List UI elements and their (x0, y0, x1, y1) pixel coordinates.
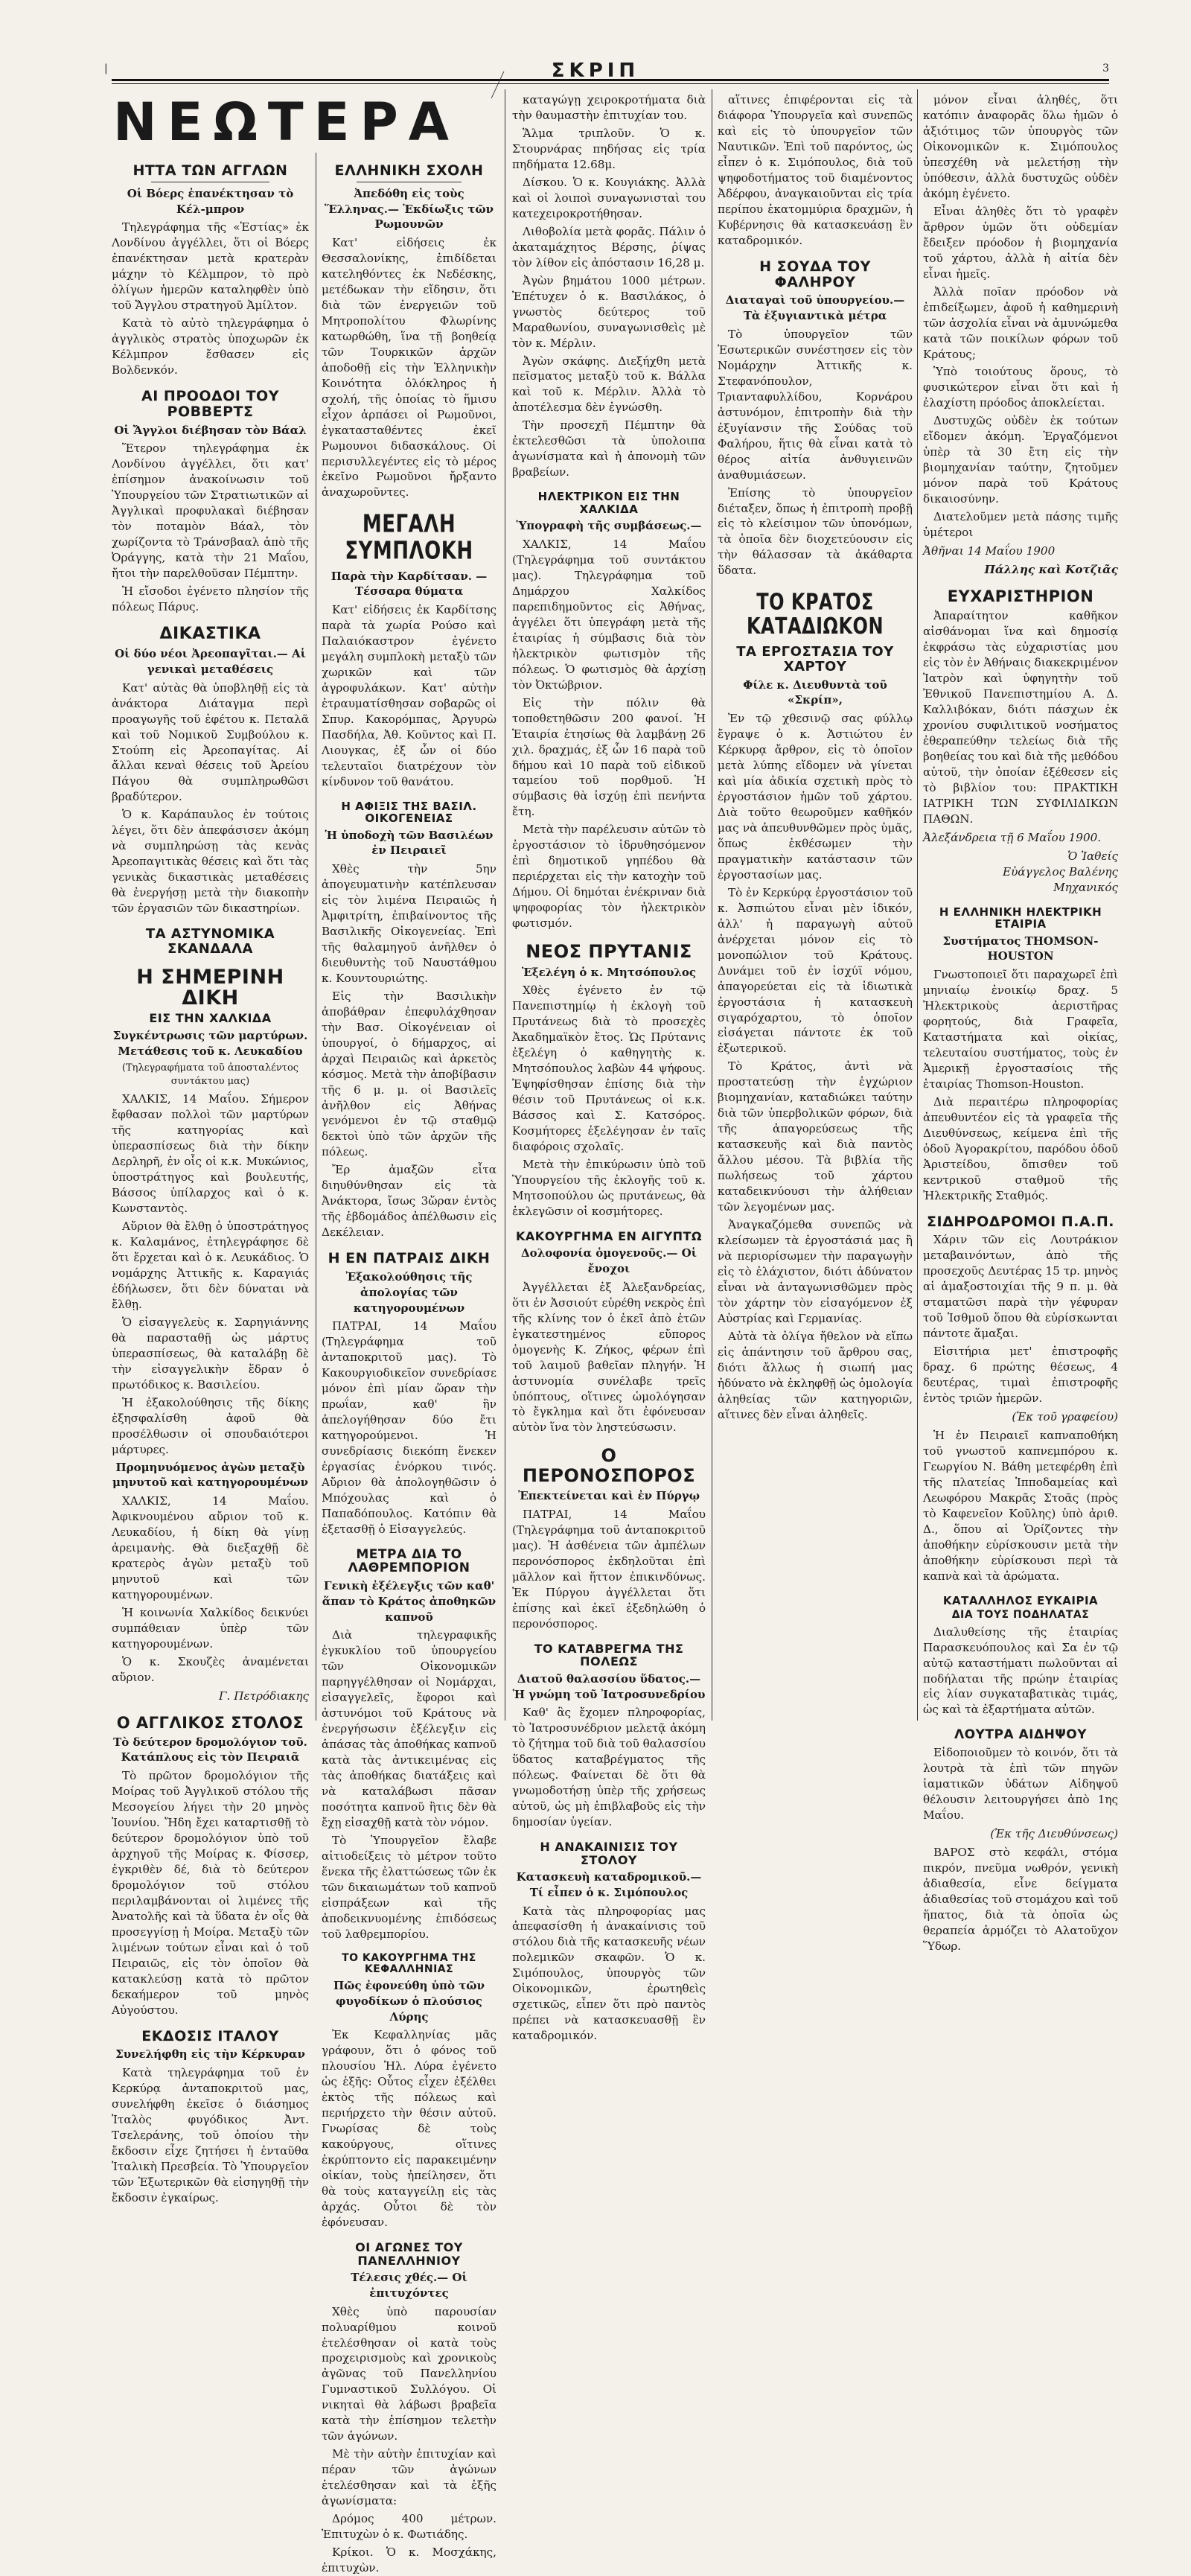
letter-signature: Πάλλης καὶ Κοτζιᾶς (984, 563, 1118, 577)
subheadline: Τέλεσις χθές.— Οἱ ἐπιτυχόντες (351, 2271, 467, 2300)
subheadline: Ἡ ὑποδοχὴ τῶν Βασιλέων ἐν Πειραιεῖ (325, 828, 494, 858)
article-paragraph: Ἐν τῷ χθεσινῷ σας φύλλῳ ἔγραψε ὁ κ. Ἀστιώτου ἐν Κέρκυρᾳ ἄρθρον, εἰς τὸ ὁποῖον μετὰ λύπης εἴδομεν νὰ γίνεται καὶ μία ἀδικία σχετικὴ πρὸς τὸ ἐργοστάσιον ἡμῶν τοῦ χάρτου. Διὰ τοῦτο θεωροῦμεν καθῆκόν μας νὰ ἀπευθυνθῶμεν πρὸς ὑμᾶς, ὅπως ἐκθέσωμεν τὴν πραγματικὴν κατάστασιν τῶν ἐργοστασίων μας. (718, 712, 913, 881)
article-paragraph: Αὔριον θὰ ἔλθῃ ὁ ὑποστράτηγος κ. Καλαμάνος, ἐτηλεγράφησε δὲ ὅτι ἔρχεται καὶ ὁ κ. Λευκάδιος. Ὁ νομάρχης Ἀττικῆς κ. Καραγιάς ἐδήλωσεν, ὅτι δὲν δύναται νὰ ἔλθῃ. (112, 1220, 309, 1311)
subheadline: Συγκέντρωσις τῶν μαρτύρων. Μετάθεσις τοῦ κ. Λευκαδίου (112, 1029, 308, 1058)
article-paragraph: Δυστυχῶς οὐδὲν ἐκ τούτων εἴδομεν ἀκόμη. Ἐργαζόμενοι ὑπὲρ τὰ 30 ἔτη εἰς τὴν βιομηχανίαν ταύτην, ζητοῦμεν μόνον παρὰ τοῦ Κράτους δικαιοσύνην. (923, 414, 1118, 506)
article-paragraph: Χθὲς τὴν 5ην ἀπογευματινὴν κατέπλευσαν εἰς τὸν λιμένα Πειραιῶς ἡ Ἀμφιτρίτη, ἐπιβαίνοντος τῆς Βασιλικῆς Οἰκογενείας. Ἐπὶ τῆς θαλαμηγοῦ ἀνῆλθεν ὁ διευθυντὴς τοῦ Ναυστάθμου κ. Κουντουριώτης. (322, 861, 496, 985)
article-paragraph: Κατ' εἰδήσεις ἐκ Καρδίτσης παρὰ τὰ χωρία Ρούσο καὶ Παλαιόκαστρον ἐγένετο μεγάλη συμπλοκὴ μεταξὺ τῶν χωρικῶν καὶ τῶν ἀγροφυλάκων. Κατ' αὐτὴν ἐτραυματίσθησαν σοβαρῶς οἱ Σπυρ. Κακορόμπας, Ἀργυρὼ Πασδήλα, Ἀθ. Κοῦντος καὶ Π. Λιουγκας, ἐξ ὧν οἱ δύο τελευταῖοι διατρέχουν τὸν κίνδυνον τοῦ θανάτου. (322, 602, 496, 788)
article-paragraph: Κατ' εἰδήσεις ἐκ Θεσσαλονίκης, ἐπιδίδεται κατεληθόντες ἐκ Νεδέσκης, μετέδωκαν τὴν εἴδησιν, ὅτι διὰ τῶν ἐνεργειῶν τοῦ Μητροπολίτου Φλωρίνης κατωρθώθη, ἵνα τῇ βοηθείᾳ τῶν Τουρκικῶν ἀρχῶν ἀποδοθῇ εἰς τὴν Ἑλληνικὴν Κοινότητα ὁλόκληρος ἡ σχολή, τῆς ὁποίας τὸ ἥμισυ εἶχον ἁρπάσει οἱ Ρωμοῦνοι, ἐγκατασταθέντες ἐκεῖ Ρωμουνοι διδασκάλους. Οἱ περισυλλεγέντες εἰς τὸ μέρος ἐκεῖνο Ρωμοῦνοι ἤρξαντο ἀναχωροῦντες. (322, 235, 496, 500)
headline: ΕΛΛΗΝΙΚΗ ΣΧΟΛΗ (334, 162, 484, 179)
article-paragraph: Ἀπαραίτητον καθῆκον αἰσθάνομαι ἵνα καὶ δημοσίᾳ ἐκφράσω τὰς εὐχαριστίας μου εἰς τὸν ἐν Ἀθήναις διακεκριμένον Ἰατρὸν καὶ ὑφηγητὴν τοῦ Ἐθνικοῦ Πανεπιστημίου Α. Δ. Καλλιβόκαν, διότι πάσχων ἐκ χρονίου συφιλιτικοῦ νοσήματος ἐθεραπεύθην τελείως διὰ τῆς βοηθείας του καὶ διὰ τῆς μεθόδου αὐτοῦ, τὴν ὁποίαν ἐξέθεσεν εἰς τὸ βιβλίον του: ΠΡΑΚΤΙΚΗ ΙΑΤΡΙΚΗ ΤΩΝ ΣΥΦΙΛΙΔΙΚΩΝ ΠΑΘΩΝ. (923, 609, 1118, 826)
subheadline: Τὸ δεύτερον δρομολόγιον τοῦ. Κατάπλους εἰς τὸν Πειραιᾶ (113, 1735, 307, 1764)
letter-date: Ἀθῆναι 14 Μαΐου 1900 (923, 544, 1056, 558)
page-number: 3 (1102, 63, 1109, 74)
article-paragraph: Ἀλλὰ ποῖαν πρόοδον νὰ ἐπιδείξωμεν, ἀφοῦ ἡ καθημερινὴ τῶν ἀσχολία εἶναι νὰ ἀμυνώμεθα κατὰ τῶν ποικίλων φόρων τοῦ Κράτους; (923, 284, 1118, 361)
article-paragraph: Γνωστοποιεῖ ὅτι παραχωρεῖ ἐπὶ μηνιαίῳ ἐνοικίῳ δραχ. 5 Ἠλεκτρικοὺς ἀεριστῆρας φορητούς, διὰ Γραφεῖα, Καταστήματα καὶ οἰκίας, τελευταίου συστήματος, τοὺς ἐν Ἀμερικῇ ἐργοστασίοις τῆς ἑταιρίας Thomson-Houston. (923, 967, 1118, 1091)
article-paragraph: Αὐτὰ τὰ ὀλίγα ἤθελον νὰ εἴπω εἰς ἀπάντησιν τοῦ ἄρθρου σας, διότι ἄλλως ἡ σιωπή μας ἠδύνατο νὰ ἐκληφθῇ ὡς ὁμολογία ἀληθείας τῶν κατηγοριῶν, αἵτινες δὲν εἶναι ἀληθεῖς. (718, 1329, 913, 1421)
column-4 (718, 92, 913, 1721)
article-paragraph: Ἐπίσης τὸ ὑπουργεῖον διέταξεν, ὅπως ἡ ἐπιτροπὴ προβῇ εἰς τὸ κλείσιμον τῶν ὑπονόμων, τὰ ὁποῖα δὲν διοχετεύουσιν εἰς τὴν θάλασσαν τὰ ἀκάθαρτα ὕδατα. (718, 485, 913, 578)
article-paragraph: Λιθοβολία μετὰ φορᾶς. Πάλιν ὁ ἀκαταμάχητος Βέρσης, ῥίψας τὸν λίθον εἰς ἀπόστασιν 16,28 μ. (512, 224, 706, 270)
subheadline: Διαταγαὶ τοῦ ὑπουργείου.— Τὰ ἐξυγιαντικὰ μέτρα (725, 293, 905, 323)
subheadline: Δολοφονία ὁμογενοῦς.— Οἱ ἔνοχοι (521, 1246, 697, 1276)
headline: ΤΟ ΚΑΤΑΒΡΕΓΜΑ ΤΗΣ ΠΟΛΕΩΣ (534, 1641, 684, 1669)
article-paragraph: Χθὲς ἐγένετο ἐν τῷ Πανεπιστημίῳ ἡ ἐκλογὴ τοῦ Πρυτάνεως διὰ τὸ προσεχὲς Ἀκαδημαϊκὸν ἔτος. Ὡς Πρύτανις ἐξελέγη ὁ καθηγητὴς κ. Μητσόπουλος λαβὼν 44 ψήφους. Ἐψηφίσθησαν ἐπίσης διὰ τὴν θέσιν τοῦ Πρυτάνεως οἱ κ.κ. Βάσσος καὶ Σ. Κατσόρος. Κοσμήτορες ἐξελέγησαν ἐν ταῖς διαφόροις σχολαῖς. (512, 983, 706, 1153)
column-3 (512, 92, 706, 2043)
subheadline: Οἱ δύο νέοι Ἀρεοπαγῖται.— Αἱ γενικαὶ μεταθέσεις (115, 647, 306, 676)
subheadline: Φίλε κ. Διευθυντὰ τοῦ «Σκρίπ», (743, 678, 887, 707)
headline: ΤΟ ΚΡΑΤΟΣ ΚΑΤΑΔΙΩΚΟΝ (746, 589, 884, 640)
article-paragraph: Εἶναι ἀληθὲς ὅτι τὸ γραφὲν ἄρθρον ὑμῶν ὅτι οὐδεμίαν ἔδειξεν πρόοδον ἡ βιομηχανία τοῦ χάρτου, ἀλλὰ ἡ αἰτία δὲν εἶναι ἡμεῖς. (923, 204, 1118, 281)
article-paragraph: Τὴν προσεχῆ Πέμπτην θὰ ἐκτελεσθῶσι τὰ ὑπολοιπα ἀγωνίσματα καὶ ἡ ἀπονομὴ τῶν βραβείων. (512, 418, 706, 479)
article-paragraph: Ἀγὼν βημάτου 1000 μέτρων. Ἐπέτυχεν ὁ κ. Βασιλάκος, ὁ γνωστὸς δεύτερος τοῦ Μαραθωνίου, συναγωνισθεὶς μὲ τὸν κ. Μέρλιν. (512, 273, 706, 350)
article-paragraph: Διὰ τηλεγραφικῆς ἐγκυκλίου τοῦ ὑπουργείου τῶν Οἰκονομικῶν παρηγγέλθησαν οἱ Νομάρχαι, εἰσαγγελεῖς, ἔφοροι καὶ ἀστυνόμοι τοῦ Κράτους νὰ ἐνεργήσωσιν ἐξέλεγξιν εἰς ἁπάσας τὰς ἀποθήκας καπνοῦ κατὰ τὰς ἀντικειμένας εἰς τὰς ἀποθήκας διατάξεις καὶ νὰ καταλάβωσι πᾶσαν ποσότητα καπνοῦ ἣτις δὲν θὰ ἔχῃ εἰσαχθῇ κατὰ τὸν νόμον. (322, 1628, 496, 1829)
headline: ΚΑΤΑΛΛΗΛΟΣ ΕΥΚΑΙΡΙΑ (942, 1593, 1099, 1607)
advert-paragraph: Ἡ ἐν Πειραιεῖ καπναποθήκη τοῦ γνωστοῦ καπνεμπόρου κ. Γεωργίου Ν. Βάθη μετεφέρθη ἐπὶ τῆς πλατείας Ἱπποδαμείας καὶ Λεωφόρου Μακρᾶς Στοᾶς (πρὸς τὸ Καφενεῖον Κοῦλης) ὑπὸ ἀριθ. Δ., ὅπου αἱ Ὁρίζοντες τὴν ἀποθήκην εὑρίσκουσιν μετὰ τὴν ἀποθήκην εὑρίσκουσι περὶ τὰ καπνὰ καὶ τὰ ἀρώματα. (923, 1429, 1118, 1583)
page-corner-mark-left: | (104, 63, 108, 74)
article-paragraph: Χθὲς ὑπὸ παρουσίαν πολυαρίθμου κοινοῦ ἐτελέσθησαν οἱ κατὰ τοὺς προχειρισμοὺς καὶ χρονικοὺς ἀγῶνας τοῦ Πανελληνίου Γυμναστικοῦ Συλλόγου. Οἱ νικηταὶ θὰ λάβωσι βραβεῖα κατὰ τὴν ἐπίσημον τελετὴν τῶν ἀγώνων. (322, 2304, 496, 2443)
article-paragraph: Τὸ ὑπουργεῖον τῶν Ἐσωτερικῶν συνέστησεν εἰς τὸν Νομάρχην Ἀττικῆς κ. Στεφανόπουλον, Τριανταφυλλίδου, Κορνάρου ἀστυνόμον, ἐπιτροπὴν διὰ τὴν ἐξυγίανσιν τῆς Σούδας τοῦ Φαλήρου, ἥτις θὰ εἶναι κατὰ τὸ θέρος αἰτία ἀνθυγιεινῶν ἀναθυμιάσεων. (718, 327, 913, 482)
headline: Η ΣΗΜΕΡΙΝΗ ΔΙΚΗ (136, 965, 284, 1010)
article-paragraph: Καθ' ἃς ἔχομεν πληροφορίας, τὸ Ἰατροσυνέδριον μελετᾷ ἀκόμη τὸ ζήτημα τοῦ διὰ τοῦ θαλασσίου ὕδατος καταβρέγματος τῆς πόλεως. Φαίνεται δὲ ὅτι θὰ γνωμοδοτήσῃ ὑπὲρ τῆς χρήσεως αὐτοῦ, ὡς μὴ ἐπιβλαβοῦς εἰς τὴν δημοσίαν ὑγείαν. (512, 1706, 706, 1829)
article-paragraph: Μετὰ τὴν παρέλευσιν αὐτῶν τὸ ἐργοστάσιον τὸ ἱδρυθησόμενον ἐπὶ δημοτικοῦ γηπέδου θὰ περιέρχεται εἰς τὴν κατοχὴν τοῦ Δήμου. Οἱ δημόται ἐνέκριναν διὰ ψηφοφορίας τὸν ἠλεκτρικὸν φωτισμόν. (512, 823, 706, 931)
headline: ΕΥΧΑΡΙΣΤΗΡΙΟΝ (947, 587, 1094, 606)
headline: ΜΕΓΑΛΗ ΣΥΜΠΛΟΚΗ (345, 511, 473, 566)
subheadline: Οἱ Βόερς ἐπανέκτησαν τὸ Κέλ-μπρον (127, 186, 294, 216)
subheadline: Γενικὴ ἐξέλεγξις τῶν καθ' ἅπαν τὸ Κράτος ἀποθηκῶν καπνοῦ (322, 1579, 496, 1624)
paper-name: ΣΚΡΙΠ (551, 60, 640, 82)
masthead-rule-thin (112, 83, 1109, 84)
headline: ΑΙ ΠΡΟΟΔΟΙ ΤΟΥ ΡΟΒΒΕΡΤΣ (141, 387, 279, 420)
subheadline: Παρὰ τὴν Καρδίτσαν. — Τέσσαρα θύματα (331, 569, 488, 599)
subheadline: Συστήματος THOMSON-HOUSTON (942, 934, 1099, 963)
article-paragraph: Ὁ εἰσαγγελεὺς κ. Σαρηγιάννης θὰ παρασταθῇ ὡς μάρτυς ὑπερασπίσεως, θὰ καταλάβῃ δὲ τὴν εἰσαγγελικὴν ἕδραν ὁ πρωτόδικος κ. Βασιλείου. (112, 1315, 309, 1391)
headline: ΝΕΟΣ ΠΡΥΤΑΝΙΣ (526, 941, 692, 963)
article-paragraph: Διὰ περαιτέρω πληροφορίας ἀπευθυντέον εἰς τὰ γραφεῖα τῆς Διευθύνσεως, κείμενα ἐπὶ τῆς ὁδοῦ Ἀγορακρίτου, παρόδου ὁδοῦ Ἀριστείδου, ὄπισθεν τοῦ κεντρικοῦ σταθμοῦ τῆς Ἠλεκτρικῆς Σταθμός. (923, 1094, 1118, 1202)
article-paragraph: Κατὰ τὸ αὐτὸ τηλεγράφημα ὁ ἀγγλικὸς στρατὸς ὑποχωρῶν ἐκ Κέλμπρον ἔσθασεν εἰς Βολδενκόν. (112, 316, 309, 377)
headline-secondary: ΕΙΣ ΤΗΝ ΧΑΛΚΙΔΑ (149, 1011, 272, 1026)
article-paragraph: Εἰς τὴν πόλιν θὰ τοποθετηθῶσιν 200 φανοί. Ἡ Ἑταιρία ἐτησίως θὰ λαμβάνῃ 26 χιλ. δραχμάς, ἐξ ὧν 16 παρὰ τοῦ δήμου καὶ 10 παρὰ τοῦ εἰδικοῦ ταμείου τοῦ πορθμοῦ. Ἡ σύμβασις θὰ ἰσχύῃ ἐπὶ πενήντα ἔτη. (512, 695, 706, 819)
letter-date: Ἀλεξάνδρεια τῇ 6 Μαΐου 1900. (923, 830, 1102, 844)
article-paragraph: Εἰσιτήρια μετ' ἐπιστροφῆς δραχ. 6 πρώτης θέσεως, 4 δευτέρας, τιμαὶ ἐπιστροφῆς ἐντὸς τριῶν ἡμερῶν. (923, 1345, 1118, 1406)
headline: Ο ΑΓΓΛΙΚΟΣ ΣΤΟΛΟΣ (116, 1713, 304, 1732)
headline: Η ΕΝ ΠΑΤΡΑΙΣ ΔΙΚΗ (328, 1250, 491, 1267)
headline-kicker: ΤΑ ΑΣΤΥΝΟΜΙΚΑ ΣΚΑΝΔΑΛΑ (145, 926, 275, 957)
article-paragraph: ΠΑΤΡΑΙ, 14 Μαΐου (Τηλεγράφημα τοῦ ἀνταποκριτοῦ μας). Ἡ ἀσθένεια τῶν ἀμπέλων περονόσπορος ἐκδηλοῦται ἐπὶ μᾶλλον καὶ ἥττον ἐπικινδύνως. Ἐκ Πύργου ἀγγέλλεται ὅτι ἐπίσης καὶ ἐκεῖ ἐξεδηλώθη ὁ περονόσπορος. (512, 1507, 706, 1630)
column-rule (917, 89, 918, 1721)
headline: ΚΑΚΟΥΡΓΗΜΑ ΕΝ ΑΙΓΥΠΤΩ (516, 1228, 702, 1243)
subheadline: Προμηνυόμενος ἀγὼν μεταξὺ μηνυτοῦ καὶ κατηγορουμένων (112, 1460, 308, 1490)
advert-paragraph: Εἰδοποιοῦμεν τὸ κοινόν, ὅτι τὰ λουτρὰ τὰ ἐπὶ τῶν πηγῶν ἰαματικῶν ὑδάτων Αἰδηψοῦ θέλουσιν λειτουργήσει ἀπὸ 1ης Μαΐου. (923, 1746, 1118, 1822)
article-paragraph: Ἡ ἐξακολούθησις τῆς δίκης ἐξησφαλίσθη ἀφοῦ θὰ προσέλθωσιν οἱ σπουδαιότεροι μάρτυρες. (112, 1395, 309, 1456)
article-paragraph: Ὑπὸ τοιούτους ὅρους, τὸ φυσικώτερον εἶναι ὅτι καὶ ἡ ἐλαχίστη πρόοδος ἀποκλείεται. (923, 365, 1118, 410)
article-paragraph: Ἡ κοινωνία Χαλκίδος δεικνύει συμπάθειαν ὑπὲρ τῶν κατηγορουμένων. (112, 1605, 309, 1651)
article-paragraph: Ἅλμα τριπλοῦν. Ὁ κ. Στουρνάρας πηδήσας εἰς τρία πηδήματα 12.68μ. (512, 126, 706, 171)
advert-paragraph: Διαλυθείσης τῆς ἑταιρίας Παρασκευόπουλος καὶ Σα ἐν τῷ αὐτῷ καταστήματι πωλοῦνται αἱ ποδήλαται τῆς πρώην ἑταιρίας εἰς λίαν συγκαταβατικὰς τιμάς, ὡς καὶ τὰ ἐξαρτήματα αὐτῶν. (923, 1625, 1118, 1717)
article-paragraph: Τὸ ἐν Κερκύρᾳ ἐργοστάσιον τοῦ κ. Ἀσπιώτου εἶναι μὲν ἰδικόν, ἀλλ' ἡ παραγωγὴ αὐτοῦ ἀνέρχεται μόνον εἰς τὸ μονοπώλιον τοῦ Κράτους. Δυνάμει τοῦ ἐν ἰσχύϊ νόμου, ἀπαγορεύεται εἰς τὰ ἰδιωτικὰ ἐργοστάσια ἡ κατασκευὴ σιγαρόχαρτου, τὸ ὁποῖον εἰσάγεται πάντοτε ἐκ τοῦ ἐξωτερικοῦ. (718, 885, 913, 1056)
article-signature: Γ. Πετρόδιακης (219, 1689, 309, 1703)
headline: ΗΛΕΚΤΡΙΚΟΝ ΕΙΣ ΤΗΝ ΧΑΛΚΙΔΑ (537, 490, 680, 516)
article-paragraph: Τὸ Κράτος, ἀντὶ νὰ προστατεύσῃ τὴν ἐγχώριον βιομηχανίαν, καταδιώκει ταύτην διὰ τῶν ὑπερβολικῶν φόρων, διὰ τῆς ἀπαγορεύσεως τῆς κατασκευῆς καὶ διὰ παντὸς ἄλλου μέσου. Τὰ βιβλία τῆς πωλήσεως τοῦ χάρτου καταδεικνύουσι τὴν ἀλήθειαν τῶν λεγομένων μας. (718, 1059, 913, 1214)
subheadline: Ὑπογραφὴ τῆς συμβάσεως.— (516, 519, 702, 533)
headline: ΜΕΤΡΑ ΔΙΑ ΤΟ ΛΑΘΡΕΜΠΟΡΙΟΝ (348, 1546, 470, 1576)
subheadline: Οἱ Ἄγγλοι διέβησαν τὸν Βάαλ (114, 423, 307, 437)
headline: ΕΚΔΟΣΙΣ ΙΤΑΛΟΥ (141, 2027, 279, 2044)
article-paragraph: Κατ' αὐτὰς θὰ ὑποβληθῇ εἰς τὰ ἀνάκτορα Διάταγμα περὶ προαγωγῆς τοῦ ἐφέτου κ. Πεταλᾶ καὶ τοῦ Νομικοῦ Συμβούλου κ. Στούπη εἰς Ἀρεοπαγίτας. Αἱ ἄλλαι κεναὶ θέσεις τοῦ Ἀρείου Πάγου θὰ συμπληρωθῶσι βραδύτερον. (112, 680, 309, 804)
column-1 (112, 153, 309, 2204)
subheadline: Διατοῦ θαλασσίου ὕδατος.— Ἡ γνώμη τοῦ Ἰατροσυνεδρίου (512, 1671, 706, 1701)
article-paragraph: Διατελοῦμεν μετὰ πάσης τιμῆς ὑμέτεροι (923, 510, 1118, 540)
subheadline: Ἐπεκτείνεται καὶ ἐν Πύργῳ (518, 1489, 700, 1503)
headline: ΤΟ ΚΑΚΟΥΡΓΗΜΑ ΤΗΣ ΚΕΦΑΛΛΗΝΙΑΣ (342, 1951, 476, 1975)
article-signature: (Ἐκ τῆς Διευθύνσεως) (990, 1826, 1118, 1840)
subheadline: Κατασκευὴ καταδρομικοῦ.— Τί εἶπεν ὁ κ. Σιμόπουλος (516, 1870, 702, 1899)
headline-secondary: ΔΙΑ ΤΟΥΣ ΠΟΔΗΛΑΤΑΣ (951, 1609, 1090, 1622)
article-paragraph: Μὲ τὴν αὐτὴν ἐπιτυχίαν καὶ πέραν τῶν ἀγώνων ἐτελέσθησαν καὶ τὰ ἑξῆς ἀγωνίσματα: (322, 2447, 496, 2508)
article-paragraph: Κρίκοι. Ὁ κ. Μοσχάκης, ἐπιτυχὼν. (322, 2545, 496, 2575)
article-paragraph: Ἀγγέλλεται ἐξ Ἀλεξανδρείας, ὅτι ἐν Ἀσσιούτ εὑρέθη νεκρὸς ἐπὶ τῆς κλίνης τον ὁ ἐκεῖ ἀπὸ ἐτῶν ἐγκατεστημένος εὔπορος ὁμογενὴς Κ. Ζήκος, φέρων ἐπὶ τοῦ λαιμοῦ βαθεῖαν πληγήν. Ἡ ἀστυνομία συνέλαβε τρεῖς ὑπόπτους, οἵτινες ὡμολόγησαν τὸ ἔγκλημα καὶ ὅτι ἐφόνευσαν αὐτὸν ἵνα τὸν ληστεύσωσιν. (512, 1280, 706, 1435)
article-paragraph: Ἔρ ἀμαξῶν εἶτα διηυθύνθησαν εἰς τὰ Ἀνάκτορα, ἴσως 3ὥραν ἐντὸς τῆς ἑβδομάδος ἀπέλθωσιν εἰς Δεκέλειαν. (322, 1163, 496, 1240)
article-paragraph: Δίσκου. Ὁ κ. Κουγιάκης. Ἀλλὰ καὶ οἱ λοιποὶ συναγωνισταὶ του κατεχειροκροτήθησαν. (512, 175, 706, 220)
headline-secondary: ΤΑ ΕΡΓΟΣΤΑΣΙΑ ΤΟΥ ΧΑΡΤΟΥ (736, 644, 894, 675)
article-paragraph: Ἀναγκαζόμεθα συνεπῶς νὰ κλείσωμεν τὰ ἐργοστάσιά μας ἢ νὰ περιορίσωμεν τὴν παραγωγὴν εἰς τὸ ἐλάχιστον, διότι ἀδύνατον εἶναι νὰ ἀνταγωνισθῶμεν πρὸς τὸν χάρτην τὸν εἰσαγόμενον ἐξ Αὐστρίας καὶ Γερμανίας. (718, 1218, 913, 1325)
article-paragraph: Χάριν τῶν εἰς Λουτράκιον μεταβαινόντων, ἀπὸ τῆς προσεχοῦς Δευτέρας 15 τρ. μηνὸς αἱ ἁμαξοστοιχίαι τῆς 9 π. μ. θὰ σταματῶσι παρὰ τὴν γέφυραν τοῦ Ἰσθμοῦ ὅπου θὰ εὑρίσκωνται πάντοτε ἅμαξαι. (923, 1233, 1118, 1341)
article-paragraph: Ὁ κ. Καράπαυλος ἐν τούτοις λέγει, ὅτι δὲν ἀπεφάσισεν ἀκόμη νὰ συμπληρώσῃ τὰς κενὰς Ἀρεοπαγιτικὰς θέσεις καὶ ὅτι τὰς γενικὰς δικαστικὰς μεταθέσεις θὰ ἐνεργήσῃ μετὰ τὴν διακοπὴν τῶν ἐργασιῶν τῶν δικαστηρίων. (112, 808, 309, 916)
subheadline: Ἐξακολούθησις τῆς ἀπολογίας τῶν κατηγορουμένων (345, 1270, 473, 1315)
headline: ΟΙ ΑΓΩΝΕΣ ΤΟΥ ΠΑΝΕΛΛΗΝΙΟΥ (355, 2240, 463, 2268)
article-paragraph: ΧΑΛΚΙΣ, 14 Μαΐου. Σήμερον ἔφθασαν πολλοὶ τῶν μαρτύρων τῆς κατηγορίας καὶ ὑπερασπίσεως διὰ τὴν δίκην Δερληρῆ, ἐν οἷς οἱ κ.κ. Μυκώνιος, ὑποστράτηγος καὶ βουλευτής, Βάσσος ὑπίλαρχος καὶ ὁ κ. Κωνσταντὸς. (112, 1092, 309, 1216)
article-paragraph: Τηλεγράφημα τῆς «Ἑστίας» ἐκ Λονδίνου ἀγγέλλει, ὅτι οἱ Βόερς ἐπανέκτησαν μετὰ κρατερὰν μάχην τὸ Κέλμπρον, τὸ πρὸ ὀλίγων ἡμερῶν καταληφθὲν ὑπὸ τοῦ Ἄγγλου στρατηγοῦ Ἀμίλτον. (112, 220, 309, 313)
headline: ΗΤΤΑ ΤΩΝ ΑΓΓΛΩΝ (132, 162, 288, 179)
headline: ΣΙΔΗΡΟΔΡΟΜΟΙ Π.Α.Π. (927, 1213, 1114, 1230)
headline: Η ΣΟΥΔΑ ΤΟΥ ΦΑΛΗΡΟΥ (759, 258, 871, 290)
headline: ΛΟΥΤΡΑ ΑΙΔΗΨΟΥ (954, 1727, 1088, 1743)
article-paragraph: Τὸ Ὑπουργεῖον ἔλαβε αἰτιοδείξεις τὸ μέτρον τοῦτο ἕνεκα τῆς ἐλαττώσεως τῶν ἐκ τῶν δικαιωμάτων τοῦ καπνοῦ εἰσπράξεων καὶ τῆς ἀποδεικνυομένης ἐπιδόσεως τοῦ λαθρεμπορίου. (322, 1833, 496, 1941)
article-paragraph: Εἰς τὴν Βασιλικὴν ἀποβάθραν ἐπεφυλάχθησαν τὴν Βασ. Οἰκογένειαν οἱ ὑπουργοί, ὁ δήμαρχος, αἱ ἀρχαὶ Πειραιῶς καὶ ἀρκετὸς κόσμος. Μετὰ τὴν ἀποβίβασιν τῆς 6 μ. μ. οἱ Βασιλεῖς ἀνῆλθον εἰς Ἀθήνας γενόμενοι ἐν τῷ σταθμῷ δεκτοὶ ὑπὸ τῶν ἀρχῶν τῆς πόλεως. (322, 989, 496, 1159)
headline: Η ΕΛΛΗΝΙΚΗ ΗΛΕΚΤΡΙΚΗ ΕΤΑΙΡΙΑ (939, 905, 1102, 931)
article-paragraph: ΧΑΛΚΙΣ, 14 Μαΐου. Ἀφικνουμένου αὔριον τοῦ κ. Λευκαδίου, ἡ δίκη θὰ γίνῃ ἀρειμανὴς. Θὰ διεξαχθῇ δὲ κρατερὸς ἀγὼν μεταξὺ τοῦ μηνυτοῦ καὶ τῶν κατηγορουμένων. (112, 1493, 309, 1601)
article-paragraph: Ἀγὼν σκάφης. Διεξήχθη μετὰ πεῖσματος μεταξὺ τοῦ κ. Βάλλα καὶ τοῦ κ. Μέρλιν. Ἀλλὰ τὸ ἀποτέλεσμα δὲν ἐγνώσθη. (512, 354, 706, 415)
article-paragraph: Δρόμος 400 μέτρων. Ἐπιτυχὼν ὁ κ. Φωτιάδης. (322, 2512, 496, 2542)
article-paragraph: ΠΑΤΡΑΙ, 14 Μαΐου (Τηλεγράφημα τοῦ ἀνταποκριτοῦ μας). Τὸ Κακουργιοδικεῖον συνεδρίασε μόνον ἐπὶ μίαν ὥραν τὴν πρωΐαν, καθ' ἣν ἀπελογήθησαν δύο ἔτι κατηγορούμενοι. Ἡ συνεδρίασις διεκόπη ἕνεκεν ἐργασίας ἐνόρκου τινός. Αὔριον θὰ ἀπολογηθῶσιν ὁ Μπόχουλας καὶ ὁ Παπαδόπουλος. Κατόπιν θὰ ἐξετασθῇ ὁ Εἰσαγγελεύς. (322, 1319, 496, 1536)
headline: Η ΑΝΑΚΑΙΝΙΣΙΣ ΤΟΥ ΣΤΟΛΟΥ (540, 1839, 678, 1867)
column-2 (322, 153, 496, 2575)
subheadline: Πῶς ἐφονεύθη ὑπὸ τῶν φυγοδίκων ὁ πλούσιος Λύρης (333, 1979, 485, 2024)
masthead-rule (112, 79, 1109, 81)
subheadline-note: (Τηλεγραφήματα τοῦ ἀποσταλέντος συντάκτου μας) (121, 1062, 299, 1088)
article-paragraph: Ἡ εἴσοδοι ἐγένετο πλησίον τῆς πόλεως Πάρυς. (112, 584, 309, 614)
article-paragraph: Κατὰ τηλεγράφημα τοῦ ἐν Κερκύρᾳ ἀνταποκριτοῦ μας, συνελήφθη ἐκεῖσε ὁ διάσημος Ἰταλὸς φυγόδικος Ἀντ. Τσελεράνης, τοῦ ὁποίου τὴν ἔκδοσιν εἶχε ζητήσει ἡ ἐνταῦθα Ἰταλικὴ Πρεσβεία. Τὸ Ὑπουργεῖον τῶν Ἐξωτερικῶν θὰ εἰσηγηθῇ τὴν ἔκδοσιν ἐγκαίρως. (112, 2066, 309, 2204)
article-paragraph: Ὁ κ. Σκουζὲς ἀναμένεται αὔριον. (112, 1654, 309, 1684)
article-paragraph: μόνον εἶναι ἀληθές, ὅτι κατόπιν ἀναφορᾶς ὅλω ἡμῶν ὁ ἀξιότιμος τῶν ὑπουργὸς τῶν Οἰκονομικῶν κ. Σιμόπουλος ὑπεσχέθη νὰ μελετήσῃ τὴν ὑπόθεσιν, ἀλλὰ δυστυχῶς οὐδὲν ἀκόμη ἐγένετο. (923, 93, 1118, 200)
headline: Ο ΠΕΡΟΝΟΣΠΟΡΟΣ (522, 1445, 696, 1486)
subheadline: Συνελήφθη εἰς τὴν Κέρκυραν (115, 2047, 305, 2062)
article-signature: (Ἐκ τοῦ γραφείου) (1012, 1410, 1118, 1424)
headline: Η ΑΦΙΞΙΣ ΤΗΣ ΒΑΣΙΛ. ΟΙΚΟΓΕΝΕΙΑΣ (341, 799, 477, 826)
article-paragraph: Τὸ πρῶτον δρομολόγιον τῆς Μοίρας τοῦ Ἀγγλικοῦ στόλου τῆς Μεσογείου λήγει τὴν 20 μηνὸς Ἰουνίου. Ἤδη ἔχει καταρτισθῇ τὸ δεύτερον δρομολόγιον ὑπὸ τοῦ ἀρχηγοῦ τῆς Μοίρας κ. Φίσσερ, ἐγκριθὲν δέ, διὰ τὸ δεύτερον δρομολόγιον τοῦ στόλου περιλαμβάνονται οἱ λιμένες τῆς Ἀνατολῆς καὶ τὰ ὕδατα ἐν οἷς θὰ προσεγγίσῃ ἡ Μοίρα. Μεταξὺ τῶν λιμένων τούτων εἶναι καὶ ὁ τοῦ Πειραιῶς, εἰς τὸν ὁποῖον θὰ κατακλεύσῃ κατὰ τὸ πρῶτον δεκαήμερον τοῦ μηνὸς Αὐγούστου. (112, 1769, 309, 2017)
article-paragraph: Ἐκ Κεφαλληνίας μᾶς γράφουν, ὅτι ὁ φόνος τοῦ πλουσίου Ἠλ. Λύρα ἐγένετο ὡς ἑξῆς: Οὗτος εἶχεν ἐξέλθει ἐκτὸς τῆς πόλεως καὶ περιήρχετο τὴν θέσιν αὐτοῦ. Γνωρίσας δὲ τοὺς κακούργους, οἵτινες ἐκρύπτοντο εἰς παρακειμένην οἰκίαν, τοὺς ἠπείλησεν, ὅτι θὰ τοὺς καταγγείλῃ εἰς τὰς ἀρχάς. Οὗτοι δὲ τὸν ἐφόνευσαν. (322, 2028, 496, 2230)
subheadline: Ἐξελέγη ὁ κ. Μητσόπουλος (521, 965, 697, 979)
article-paragraph: Μετὰ τὴν ἐπικύρωσιν ὑπὸ τοῦ Ὑπουργείου τῆς ἐκλογῆς τοῦ κ. Μητσοπούλου ὡς πρυτάνεως, θὰ ἐκλεγῶσιν οἱ κοσμήτορες. (512, 1157, 706, 1218)
headline: ΔΙΚΑΣΤΙΚΑ (159, 625, 261, 644)
article-paragraph: καταγώγῃ χειροκροτήματα διὰ τὴν θαυμαστὴν ἐπιτυχίαν του. (512, 93, 706, 122)
article-paragraph: Ἕτερον τηλεγράφημα ἐκ Λονδίνου ἀγγέλλει, ὅτι κατ' ἐπίσημον ἀνακοίνωσιν τοῦ Ὑπουργείου τῶν Στρατιωτικῶν αἱ Ἀγγλικαὶ προφυλακαὶ διέβησαν τὸν ποταμὸν Βάαλ, τὸν χωρίζοντα τὸ Τράνσβααλ ἀπὸ τῆς Ὀράγγης, κατὰ τὴν 21 Μαΐου, ἤτοι τὴν παρελθοῦσαν Πέμπτην. (112, 441, 309, 581)
section-banner: ΝΕΩΤΕΡΑ (113, 92, 459, 153)
column-5 (923, 92, 1118, 1953)
subheadline: Ἀπεδόθη εἰς τοὺς Ἕλληνας.— Ἐκδίωξις τῶν Ρωμουνῶν (324, 186, 494, 232)
article-paragraph: ΧΑΛΚΙΣ, 14 Μαΐου (Τηλεγράφημα τοῦ συντάκτου μας). Τηλεγράφημα τοῦ Δημάρχου Χαλκίδος παρεπιδημοῦντος εἰς Ἀθήνας, ἀγγέλει ὅτι ὑπεγράφη μετὰ τῆς ἑταιρίας ἡ σύμβασις διὰ τὸν ἠλεκτρικὸν φωτισμὸν τῆς πόλεως. Ὁ φωτισμὸς θὰ ἀρχίσῃ τὸν Ὀκτώβριον. (512, 537, 706, 692)
letter-signature: Ὁ Ἰαθείς Εὐάγγελος Βαλένης Μηχανικός (1002, 849, 1118, 894)
advert-paragraph: ΒΑΡΟΣ στὸ κεφάλι, στόμα πικρόν, πνεῦμα νωθρόν, γενικὴ ἀδιαθεσία, εἶνε δείγματα ἀδιαθεσίας τοῦ στομάχου καὶ τοῦ ἥπατος, διὰ τὰ ὁποῖα ὡς θεραπεία ἁρμόζει τὸ Αλατοῦχον Ὕδωρ. (923, 1845, 1118, 1953)
article-paragraph: Κατὰ τὰς πληροφορίας μας ἀπεφασίσθη ἡ ἀνακαίνισις τοῦ στόλου διὰ τῆς κατασκευῆς νέων πολεμικῶν σκαφῶν. Ὁ κ. Σιμόπουλος, ὑπουργὸς τῶν Οἰκονομικῶν, ἐρωτηθεὶς σχετικῶς, εἶπεν ὅτι πρὸ παντὸς πρέπει νὰ κατασκευασθῇ ἓν καταδρομικόν. (512, 1904, 706, 2043)
article-paragraph: αἵτινες ἐπιφέρονται εἰς τὰ διάφορα Ὑπουργεῖα καὶ συνεπῶς καὶ εἰς τὸ ὑπουργεῖον τῶν Ναυτικῶν. Ἐπὶ τοῦ παρόντος, ὡς εἶπεν ὁ κ. Σιμόπουλος, διὰ τοῦ ψηφοδοτήματος τοῦ διαμένοντος Ἀδέρφου, ἀναγκαιοῦνται εἰς τρία περίπου ἑκατομμύρια δραχμῶν, ἡ Κυβέρνησις θὰ κατασκευάσῃ ἓν καταδρομικόν. (718, 93, 913, 247)
